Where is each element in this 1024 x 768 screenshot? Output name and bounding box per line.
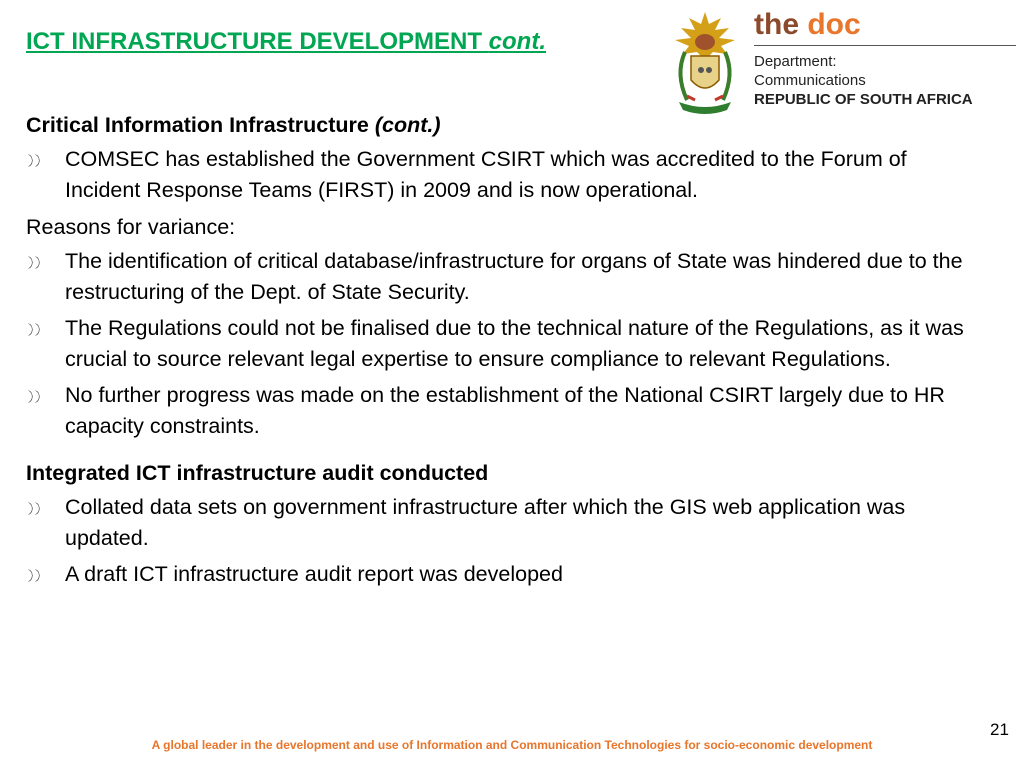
crescent-bullet-icon (26, 154, 43, 167)
title-main: ICT INFRASTRUCTURE DEVELOPMENT (26, 28, 489, 55)
bullet-text: The Regulations could not be finalised due to the technical nature of the Regulations, as it was crucial to source relevant legal expertise to ensure compliance to relevant Regulations. (65, 316, 964, 371)
reasons-label: Reasons for variance: (26, 215, 236, 239)
logo-text (754, 4, 1016, 108)
footer-tagline: A global leader in the development and use of Information and Communication Technologies for socio-economic development (151, 738, 873, 752)
bullet-item (26, 246, 976, 308)
brand-wordmark (754, 7, 1016, 43)
coat-of-arms-icon (665, 4, 745, 116)
slide-content (26, 110, 976, 595)
brand-doc: doc (807, 8, 861, 41)
bullet-text: COMSEC has established the Government CSIRT which was accredited to the Forum of Incident Response Teams (FIRST) in 2009 and is now operational. (65, 147, 907, 202)
bullet-text: A draft ICT infrastructure audit report was developed (65, 562, 563, 586)
crescent-bullet-icon (26, 256, 43, 269)
dept-line-1: Department: (754, 53, 837, 70)
crescent-bullet-icon (26, 569, 43, 582)
department-logo (665, 4, 1021, 116)
bullet-text: No further progress was made on the establishment of the National CSIRT largely due to HR capacity constraints. (65, 383, 945, 438)
brand-the: the (754, 8, 808, 41)
logo-divider (754, 45, 1016, 46)
crescent-bullet-icon (26, 502, 43, 515)
department-name (754, 52, 973, 109)
bullet-item (26, 313, 976, 375)
bullet-item (26, 559, 976, 590)
title-cont: cont. (488, 28, 546, 55)
dept-line-3: REPUBLIC OF SOUTH AFRICA (754, 91, 973, 108)
bullet-item (26, 380, 976, 442)
bullet-item (26, 492, 976, 554)
bullet-item (26, 144, 976, 206)
slide-title (26, 28, 546, 56)
crescent-bullet-icon (26, 323, 43, 336)
section-heading (26, 110, 976, 141)
section1-heading-cont: (cont.) (374, 113, 441, 137)
page-number: 21 (990, 720, 1009, 739)
dept-line-2: Communications (754, 72, 866, 89)
section1-heading-text: Critical Information Infrastructure (26, 113, 375, 137)
bullet-text: The identification of critical database/infrastructure for organs of State was hindered due to the restructuring of the Dept. of State Security. (65, 249, 963, 304)
crescent-bullet-icon (26, 390, 43, 403)
bullet-text: Collated data sets on government infrastructure after which the GIS web application was updated. (65, 495, 906, 550)
section2-heading: Integrated ICT infrastructure audit conducted (26, 461, 489, 485)
